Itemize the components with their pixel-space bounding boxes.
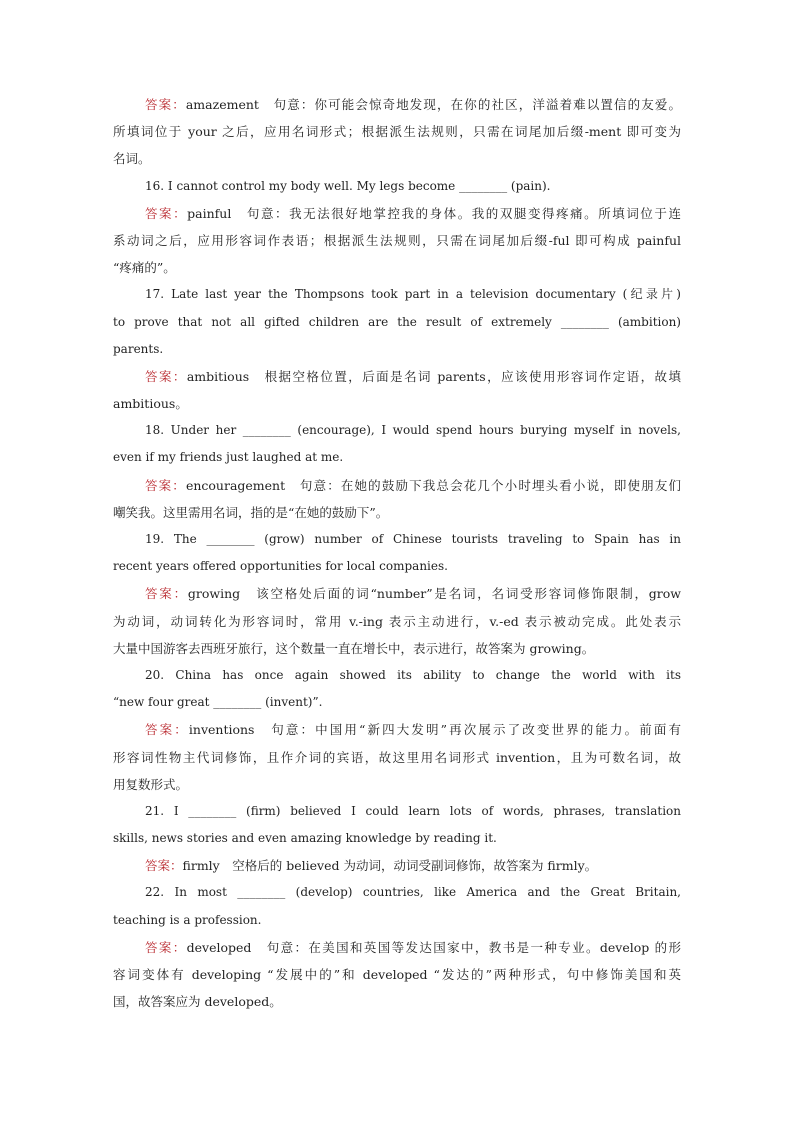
answer-line xyxy=(113,934,681,961)
line-text: 嘲笑我。这里需用名词，指的是“在她的鼓励下”。 xyxy=(113,504,389,520)
line-text: 19. The ________ (grow) number of Chinese tourists traveling to Spain has in xyxy=(145,532,681,546)
line-text: parents. xyxy=(113,341,164,356)
answer-line xyxy=(113,118,681,145)
question-line xyxy=(113,662,681,689)
answer-line xyxy=(113,852,681,879)
question-line xyxy=(113,309,681,336)
line-text: amazement 句意：你可能会惊奇地发现，在你的社区，洋溢着难以置信的友爱。 xyxy=(185,97,681,112)
line-text: 18. Under her ________ (encourage), I would spend hours burying myself in novels, xyxy=(145,423,681,438)
line-text: even if my friends just laughed at me. xyxy=(113,450,344,465)
line-text: 为动词，动词转化为形容词时，常用 v.-ing 表示主动进行，v.-ed 表示被动完成。此处表示 xyxy=(113,613,681,629)
answer-label: 答案： xyxy=(145,97,186,112)
question-block xyxy=(113,879,681,933)
line-text: firmly 空格后的 believed 为动词，动词受副词修饰，故答案为 firmly。 xyxy=(182,858,598,874)
line-text: painful 句意：我无法很好地掌控我的身体。我的双腿变得疼痛。所填词位于连 xyxy=(187,205,681,221)
answer-line xyxy=(113,961,681,988)
answer-block xyxy=(113,716,681,798)
answer-label: 答案： xyxy=(145,205,188,221)
line-text: growing 该空格处后面的词“number”是名词，名词受形容词修饰限制，grow xyxy=(187,586,681,602)
answer-line xyxy=(113,744,681,771)
answer-line xyxy=(113,200,681,227)
question-line xyxy=(113,336,681,363)
answer-line xyxy=(113,499,681,526)
answer-label: 答案： xyxy=(145,368,187,384)
question-block xyxy=(113,526,681,580)
question-line xyxy=(113,281,681,308)
answer-line xyxy=(113,254,681,281)
answer-block xyxy=(113,934,681,1016)
line-text: to prove that not all gifted children are the result of extremely ________ (ambition) xyxy=(113,314,681,329)
question-line xyxy=(113,879,681,906)
answer-block xyxy=(113,472,681,526)
answer-line xyxy=(113,635,681,662)
line-text: 形容词性物主代词修饰，且作介词的宾语，故这里用名词形式 invention，且为可数名词，故 xyxy=(113,749,681,765)
line-text: ambitious。 xyxy=(113,396,188,412)
document-page xyxy=(113,91,681,1015)
answer-line xyxy=(113,580,681,607)
answer-line xyxy=(113,363,681,390)
answer-label: 答案： xyxy=(145,939,187,955)
answer-block xyxy=(113,91,681,173)
line-text: teaching is a profession. xyxy=(113,912,262,927)
answer-block xyxy=(113,200,681,282)
line-text: 22. In most ________ (develop) countries, like America and the Great Britain, xyxy=(145,885,681,900)
question-block xyxy=(113,662,681,716)
answer-line xyxy=(113,91,681,118)
line-text: encouragement 句意：在她的鼓励下我总会花几个小时埋头看小说，即使朋友们 xyxy=(185,477,681,493)
line-text: 用复数形式。 xyxy=(113,776,189,792)
answer-label: 答案： xyxy=(145,586,188,602)
line-text: 16. I cannot control my body well. My legs become ________ (pain). xyxy=(145,178,551,193)
answer-block xyxy=(113,852,681,879)
answer-label: 答案： xyxy=(145,477,186,493)
line-text: 21. I ________ (firm) believed I could learn lots of words, phrases, translation xyxy=(145,803,681,818)
question-line xyxy=(113,689,681,716)
line-text: ambitious 根据空格位置，后面是名词 parents，应该使用形容词作定语，故填 xyxy=(186,368,681,384)
line-text: 20. China has once again showed its ability to change the world with its xyxy=(145,667,681,682)
answer-line xyxy=(113,227,681,254)
line-text: “new four great ________ (invent)”. xyxy=(113,695,323,710)
question-line xyxy=(113,173,681,200)
question-block xyxy=(113,281,681,363)
question-line xyxy=(113,825,681,852)
answer-line xyxy=(113,716,681,743)
line-text: 17. Late last year the Thompsons took part in a television documentary (纪录片) xyxy=(145,287,681,302)
answer-line xyxy=(113,608,681,635)
line-text: 容词变体有 developing “发展中的”和 developed “发达的”两种形式，句中修饰美国和英 xyxy=(113,967,681,982)
line-text: 所填词位于 your 之后，应用名词形式；根据派生法规则，只需在词尾加后缀-ment 即可变为 xyxy=(113,124,681,140)
answer-block xyxy=(113,363,681,417)
question-line xyxy=(113,444,681,471)
question-line xyxy=(113,907,681,934)
answer-label: 答案： xyxy=(145,722,189,738)
question-block xyxy=(113,798,681,852)
question-block xyxy=(113,417,681,471)
line-text: 国，故答案应为 developed。 xyxy=(113,994,282,1010)
answer-label: 答案： xyxy=(145,858,183,874)
line-text: developed 句意：在美国和英国等发达国家中，教书是一种专业。develop 的形 xyxy=(186,939,681,955)
answer-line xyxy=(113,472,681,499)
question-line xyxy=(113,526,681,553)
question-line xyxy=(113,417,681,444)
line-text: skills, news stories and even amazing knowledge by reading it. xyxy=(113,831,497,846)
question-block xyxy=(113,173,681,200)
line-text: 大量中国游客去西班牙旅行，这个数量一直在增长中，表示进行，故答案为 growing。 xyxy=(113,640,595,656)
answer-line xyxy=(113,145,681,172)
line-text: inventions 句意：中国用“新四大发明”再次展示了改变世界的能力。前面有 xyxy=(188,722,681,738)
answer-line xyxy=(113,390,681,417)
line-text: 系动词之后，应用形容词作表语；根据派生法规则，只需在词尾加后缀-ful 即可构成 painful xyxy=(113,232,681,248)
line-text: recent years offered opportunities for local companies. xyxy=(113,559,448,574)
answer-block xyxy=(113,580,681,662)
line-text: “疼痛的”。 xyxy=(113,260,176,276)
answer-line xyxy=(113,771,681,798)
question-line xyxy=(113,553,681,580)
answer-line xyxy=(113,988,681,1015)
line-text: 名词。 xyxy=(113,151,151,167)
question-line xyxy=(113,798,681,825)
